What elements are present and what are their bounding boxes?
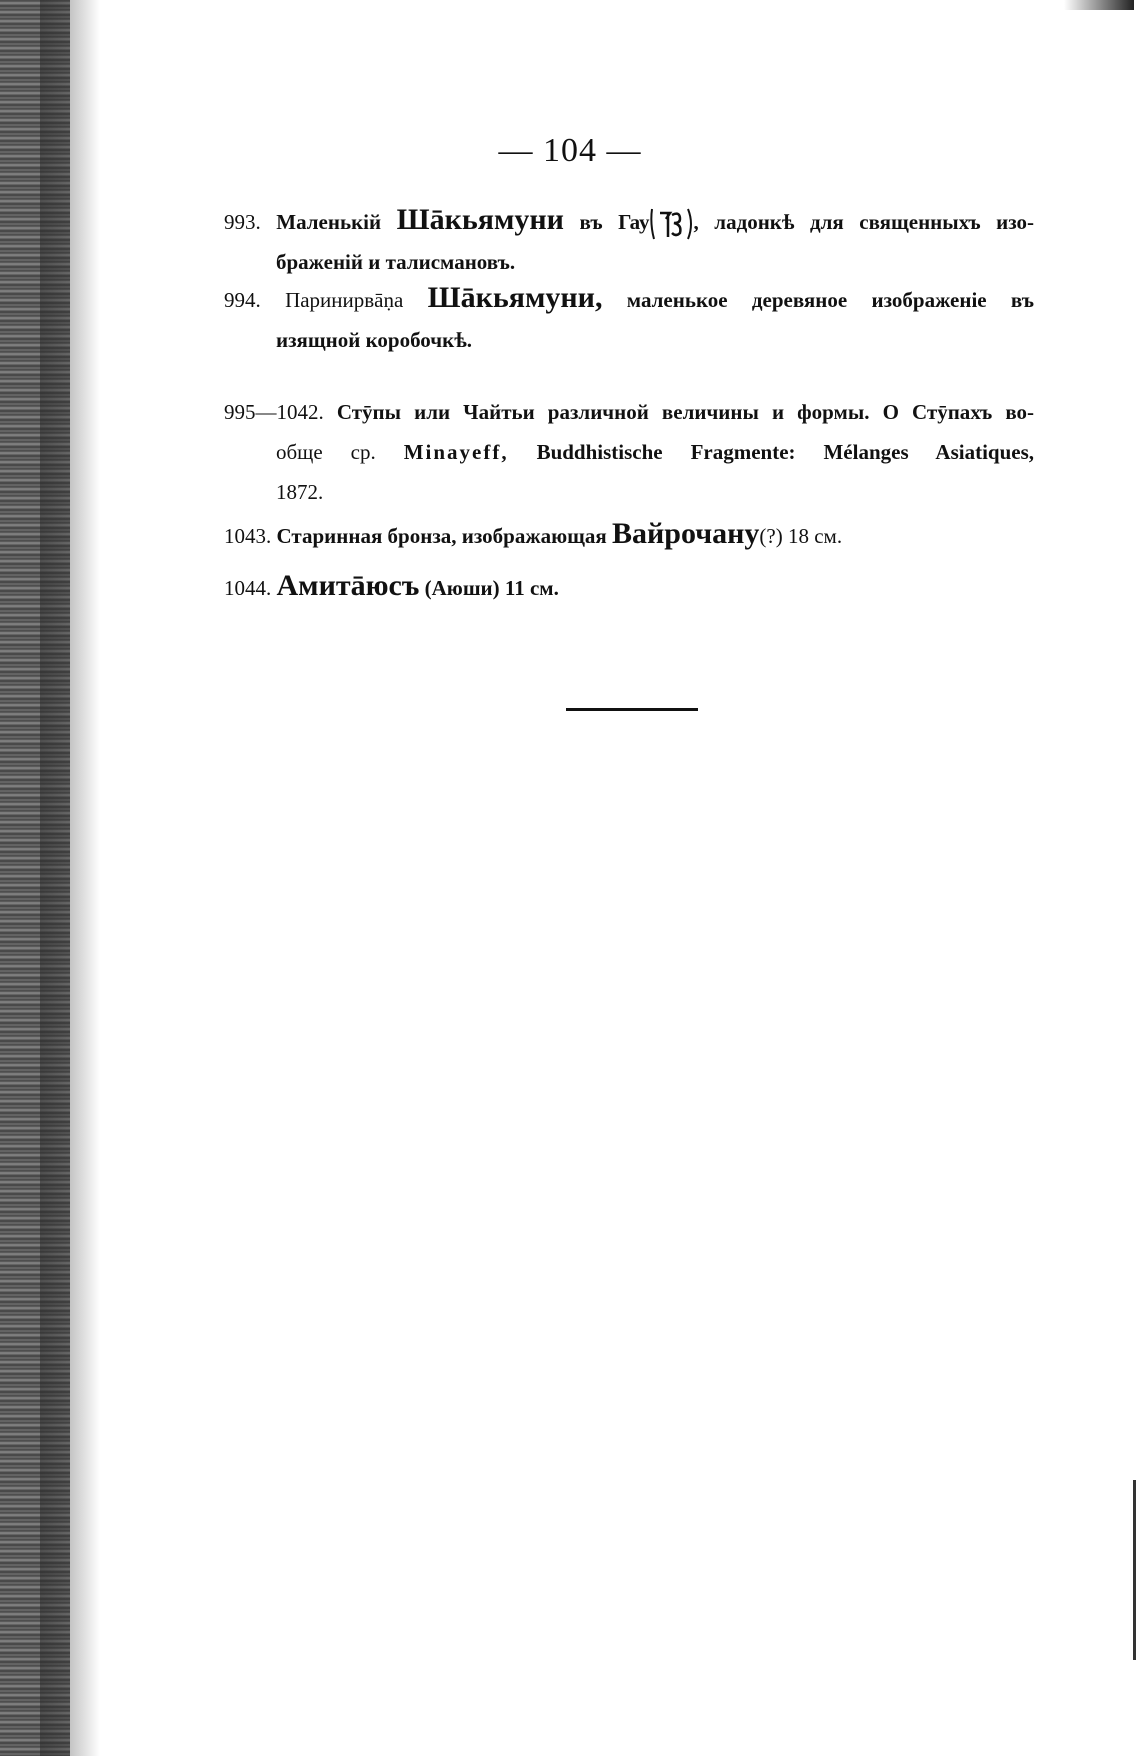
deity-name: Шāкьямуни, (427, 281, 603, 314)
deity-name: Шāкьямуни (396, 203, 564, 236)
entry-number: 1043. (224, 524, 272, 548)
entry-line (224, 200, 1034, 242)
reference-title: Buddhistische Fragmente: Mélanges Asiatiques, (536, 440, 1035, 464)
tibetan-script-glyph (650, 207, 694, 241)
entry-text: (?) 18 см. (759, 524, 843, 548)
entry-text: Маленькій (276, 210, 382, 234)
deity-name: Вайрочану (611, 517, 760, 550)
entry-text: Стӯпы или Чайтьи различной величины и формы. О Стӯпахъ во- (336, 400, 1035, 424)
catalog-entry-1044 (224, 566, 1034, 608)
entry-number: 1044. (224, 576, 272, 600)
catalog-entry-1043 (224, 514, 1034, 556)
scan-corner-mark (1064, 0, 1134, 10)
reference-year: 1872. (276, 480, 324, 504)
deity-name: Амитāюсъ (276, 569, 420, 602)
closing-rule (566, 708, 698, 711)
catalog-entry-993 (224, 200, 1034, 282)
scan-shadow-fade (40, 0, 100, 1756)
entry-continuation: изящной коробочкѣ. (276, 328, 473, 352)
entry-text: Старинная бронза, изображающая (276, 524, 607, 548)
entry-number: 993. (224, 210, 261, 234)
catalog-entry-995-1042 (224, 392, 1034, 512)
entry-line (224, 392, 1034, 432)
page-number: — 104 — (498, 132, 642, 169)
catalog-entry-994 (224, 278, 1034, 360)
entry-text: 11 см. (504, 576, 559, 600)
entry-continuation (224, 432, 1034, 472)
author-name: Minayeff, (403, 440, 509, 464)
entry-continuation: браженій и талисмановъ. (276, 250, 516, 274)
entry-line (224, 278, 1034, 320)
entry-number: 994. (224, 288, 261, 312)
entry-text: обще ср. (276, 440, 376, 464)
entry-number: 995—1042. (224, 400, 324, 424)
entry-text: , ладонкѣ для священныхъ изо- (693, 210, 1035, 234)
entry-text: Паринирвāṇа (285, 288, 404, 312)
entry-text: маленькое деревяное изображеніе въ (626, 288, 1034, 312)
scan-edge-right (1133, 1480, 1136, 1660)
entry-text: (Аюши) (424, 576, 500, 600)
entry-text: въ Гау (579, 210, 650, 234)
